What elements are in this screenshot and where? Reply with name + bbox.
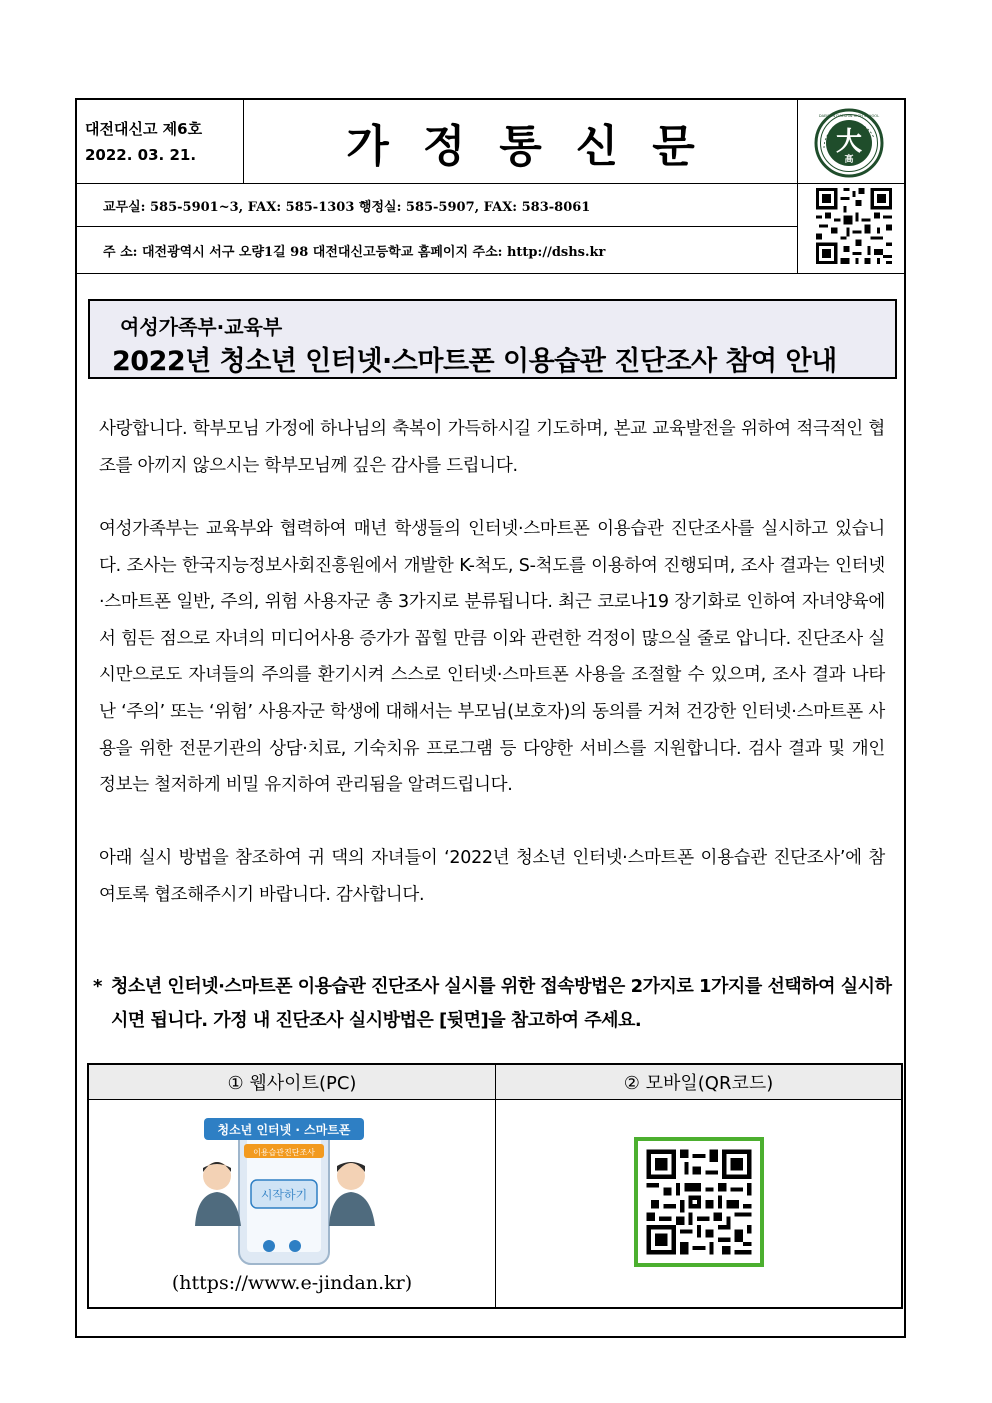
website-method-cell [89, 1100, 496, 1307]
seal-glyph: 大 [835, 127, 863, 157]
e-jindan-banner-icon[interactable] [189, 1114, 379, 1268]
contact-numbers: 교무실: 585-5901~3, FAX: 585-1303 행정실: 585-5907, FAX: 583-8061 [103, 200, 591, 215]
page-title: 가정통신문 [346, 120, 729, 172]
mobile-method-cell [496, 1100, 901, 1307]
school-seal-icon [814, 108, 884, 178]
survey-description-paragraph: 여성가족부는 교육부와 협력하여 매년 학생들의 인터넷·스마트폰 이용습관 진단조사를 실시하고 있습니다. 조사는 한국지능정보사회진흥원에서 개발한 K-척도, S-척도를 이용하여 진행되며, 조사 결과는 인터넷·스마트폰 일반, 주의, 위험 사용자군 총 3가지로 분류됩니다. 최근 코로나19 장기화로 인하여 자녀양육에서 힘든 점으로 자녀의 미디어사용 증가가 꼽힐 만큼 이와 관련한 걱정이 많으실 줄로 압니다. 진단조사 실시만으로도 자녀들의 주의를 환기시켜 스스로 인터넷·스마트폰 사용을 조절할 수 있으며, 조사 결과 나타난 ‘주의’ 또는 ‘위험’ 사용자군 학생에 대해서는 부모님(보호자)의 동의를 거쳐 건강한 인터넷·스마트폰 사용을 위한 전문기관의 상담·치료, 기숙치유 프로그램 등 다양한 서비스를 지원합니다. 검사 결과 및 개인 정보는 철저하게 비밀 유지하여 관리됨을 알려드립니다. [99, 519, 885, 796]
notice-text: 청소년 인터넷·스마트폰 이용습관 진단조사 실시를 위한 접속방법은 2가지로 1가지를 선택하여 실시하시면 됩니다. 가정 내 진단조사 실시방법은 [뒷면]을 참고하여 주세요. [111, 976, 892, 1031]
school-address: 주 소: 대전광역시 서구 오량1길 98 대전대신고등학교 홈페이지 주소: http://dshs.kr [103, 245, 606, 260]
website-method-header: ① 웹사이트(PC) [89, 1065, 496, 1100]
title-box [244, 100, 797, 183]
mobile-method-header: ② 모바일(QR코드) [496, 1065, 901, 1100]
greeting-paragraph: 사랑합니다. 학부모님 가정에 하나님의 축복이 가득하시길 기도하며, 본교 교육발전을 위하여 적극적인 협조를 아끼지 않으시는 학부모님께 깊은 감사를 드립니다. [99, 419, 885, 476]
header-qr-code-icon[interactable] [816, 188, 892, 264]
banner-title: 청소년 인터넷 · 스마트폰 [217, 1123, 351, 1137]
e-jindan-url[interactable]: (https://www.e-jindan.kr) [171, 1272, 413, 1294]
seal-ring-text: DAEJEON DAESHIN HIGH SCHOOL [818, 114, 880, 118]
access-method-table [87, 1063, 903, 1309]
subject-box [88, 299, 897, 379]
logo-column [797, 100, 905, 273]
subject-title: 2022년 청소년 인터넷·스마트폰 이용습관 진단조사 참여 안내 [112, 346, 837, 377]
subject-organization: 여성가족부·교육부 [120, 315, 283, 339]
header-top-row [77, 100, 904, 184]
issue-date: 2022. 03. 21. [85, 146, 197, 164]
header-divider [77, 273, 904, 274]
issue-number: 대전대신고 제6호 [85, 120, 203, 138]
issue-info [77, 100, 244, 183]
banner-subtitle: 이용습관진단조사 [253, 1148, 315, 1157]
mobile-qr-code-icon[interactable] [634, 1137, 764, 1267]
contact-row [77, 184, 797, 227]
access-method-notice [93, 970, 903, 1038]
closing-paragraph: 아래 실시 방법을 참조하여 귀 댁의 자녀들이 ‘2022년 청소년 인터넷·스마트폰 이용습관 진단조사’에 참여토록 협조해주시기 바랍니다. 감사합니다. [99, 848, 885, 905]
notice-star: * [93, 976, 102, 997]
newsletter-page [75, 98, 906, 1338]
seal-sub-glyph: 高 [844, 155, 854, 165]
banner-start-button: 시작하기 [260, 1188, 308, 1202]
address-row [77, 227, 797, 273]
